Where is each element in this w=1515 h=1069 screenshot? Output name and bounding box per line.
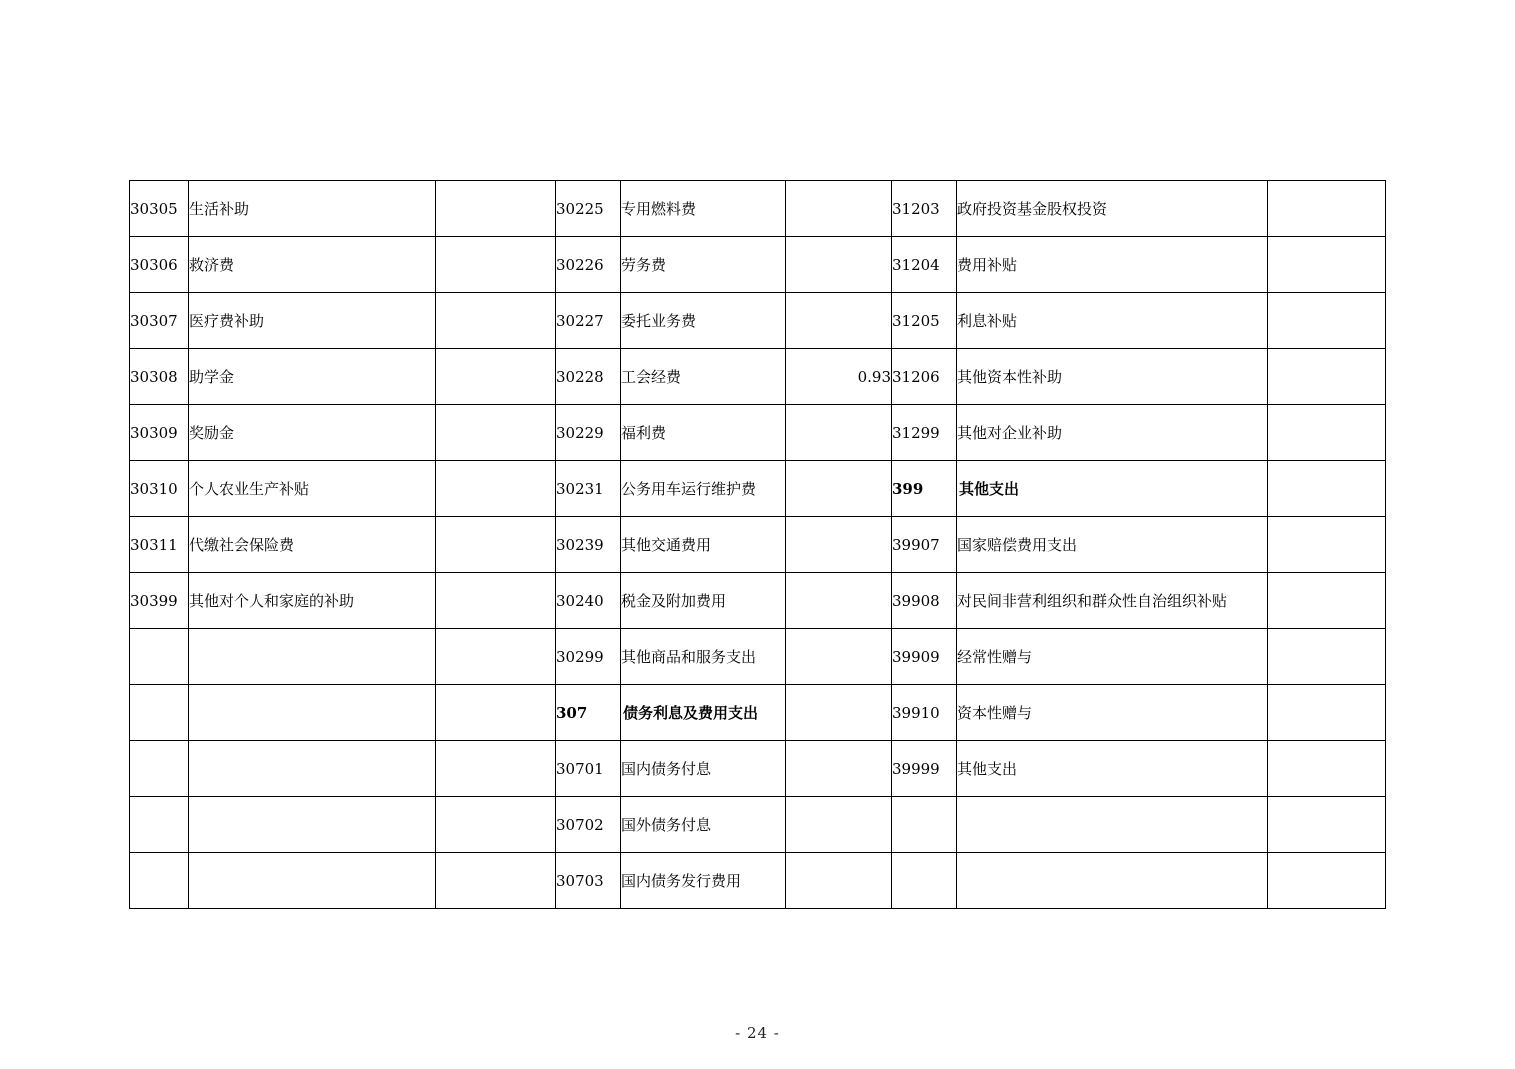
table-row xyxy=(130,629,1386,685)
item-code-cell: 30240 xyxy=(556,573,621,629)
item-name-cell: 劳务费 xyxy=(621,237,786,293)
item-name-cell: 对民间非营利组织和群众性自治组织补贴 xyxy=(957,573,1268,629)
item-code-cell: 30299 xyxy=(556,629,621,685)
table-row xyxy=(130,517,1386,573)
item-amount-cell xyxy=(436,293,556,349)
table-row xyxy=(130,685,1386,741)
item-amount-cell xyxy=(436,573,556,629)
item-code-cell xyxy=(130,685,189,741)
item-name-cell xyxy=(189,685,436,741)
item-name-cell: 工会经费 xyxy=(621,349,786,405)
item-code-cell xyxy=(892,853,957,909)
item-amount-cell xyxy=(436,461,556,517)
item-code-cell: 39909 xyxy=(892,629,957,685)
item-code-cell: 31206 xyxy=(892,349,957,405)
item-amount-cell xyxy=(1268,349,1386,405)
item-amount-cell xyxy=(1268,461,1386,517)
item-code-cell: 39908 xyxy=(892,573,957,629)
item-name-cell xyxy=(189,797,436,853)
item-amount-cell xyxy=(786,517,892,573)
item-amount-cell xyxy=(1268,181,1386,237)
item-name-cell xyxy=(957,853,1268,909)
item-name-cell xyxy=(189,853,436,909)
item-amount-cell xyxy=(436,237,556,293)
item-code-cell: 30309 xyxy=(130,405,189,461)
item-name-cell: 国家赔偿费用支出 xyxy=(957,517,1268,573)
item-name-cell: 其他交通费用 xyxy=(621,517,786,573)
table-row xyxy=(130,853,1386,909)
item-amount-cell xyxy=(1268,517,1386,573)
item-code-cell xyxy=(130,853,189,909)
item-amount-cell xyxy=(786,573,892,629)
item-name-cell: 公务用车运行维护费 xyxy=(621,461,786,517)
item-name-cell: 专用燃料费 xyxy=(621,181,786,237)
item-name-cell: 国外债务付息 xyxy=(621,797,786,853)
item-amount-cell xyxy=(436,629,556,685)
item-amount-cell xyxy=(1268,237,1386,293)
item-code-cell xyxy=(892,797,957,853)
table-row xyxy=(130,237,1386,293)
item-name-cell: 国内债务发行费用 xyxy=(621,853,786,909)
item-amount-cell xyxy=(436,349,556,405)
budget-classification-table xyxy=(129,180,1386,909)
item-amount-cell xyxy=(786,797,892,853)
item-code-cell: 30702 xyxy=(556,797,621,853)
item-code-cell: 30306 xyxy=(130,237,189,293)
item-code-cell: 30311 xyxy=(130,517,189,573)
item-name-cell: 代缴社会保险费 xyxy=(189,517,436,573)
item-name-cell xyxy=(957,797,1268,853)
item-amount-cell xyxy=(786,853,892,909)
item-code-cell: 39910 xyxy=(892,685,957,741)
item-code-cell: 30305 xyxy=(130,181,189,237)
item-amount-cell xyxy=(436,797,556,853)
item-amount-cell xyxy=(786,405,892,461)
item-code-cell: 31299 xyxy=(892,405,957,461)
item-amount-cell xyxy=(786,685,892,741)
item-code-cell: 31203 xyxy=(892,181,957,237)
item-name-cell xyxy=(189,741,436,797)
item-name-cell: 生活补助 xyxy=(189,181,436,237)
item-name-cell: 利息补贴 xyxy=(957,293,1268,349)
item-name-cell: 政府投资基金股权投资 xyxy=(957,181,1268,237)
item-code-cell: 30308 xyxy=(130,349,189,405)
item-name-cell: 资本性赠与 xyxy=(957,685,1268,741)
item-amount-cell xyxy=(1268,741,1386,797)
item-name-cell: 其他资本性补助 xyxy=(957,349,1268,405)
item-code-cell: 30307 xyxy=(130,293,189,349)
item-code-cell: 30701 xyxy=(556,741,621,797)
item-name-cell: 其他支出 xyxy=(957,741,1268,797)
item-code-cell: 30227 xyxy=(556,293,621,349)
table-row xyxy=(130,181,1386,237)
item-amount-cell xyxy=(1268,685,1386,741)
item-amount-cell xyxy=(786,237,892,293)
item-amount-cell xyxy=(1268,629,1386,685)
item-name-cell: 救济费 xyxy=(189,237,436,293)
item-code-cell xyxy=(130,629,189,685)
item-code-cell: 30310 xyxy=(130,461,189,517)
table-body xyxy=(130,181,1386,909)
item-name-cell: 奖励金 xyxy=(189,405,436,461)
item-amount-cell: 0.93 xyxy=(786,349,892,405)
item-name-cell: 费用补贴 xyxy=(957,237,1268,293)
table-row xyxy=(130,405,1386,461)
item-amount-cell xyxy=(1268,853,1386,909)
item-code-cell: 30225 xyxy=(556,181,621,237)
item-amount-cell xyxy=(786,461,892,517)
item-amount-cell xyxy=(1268,293,1386,349)
item-code-cell: 39907 xyxy=(892,517,957,573)
item-name-cell xyxy=(189,629,436,685)
item-name-cell: 医疗费补助 xyxy=(189,293,436,349)
item-amount-cell xyxy=(1268,797,1386,853)
item-code-cell: 30399 xyxy=(130,573,189,629)
table-row xyxy=(130,349,1386,405)
item-amount-cell xyxy=(786,181,892,237)
item-code-cell xyxy=(130,741,189,797)
item-amount-cell xyxy=(436,405,556,461)
item-name-cell: 其他商品和服务支出 xyxy=(621,629,786,685)
item-code-cell: 31204 xyxy=(892,237,957,293)
item-amount-cell xyxy=(786,293,892,349)
item-amount-cell xyxy=(436,181,556,237)
item-code-cell: 30229 xyxy=(556,405,621,461)
item-name-cell: 债务利息及费用支出 xyxy=(621,685,786,741)
table-row xyxy=(130,293,1386,349)
item-amount-cell xyxy=(1268,405,1386,461)
table-row xyxy=(130,797,1386,853)
item-amount-cell xyxy=(786,629,892,685)
item-name-cell: 委托业务费 xyxy=(621,293,786,349)
item-name-cell: 经常性赠与 xyxy=(957,629,1268,685)
page-number: - 24 - xyxy=(735,1024,780,1042)
item-name-cell: 国内债务付息 xyxy=(621,741,786,797)
item-name-cell: 其他对个人和家庭的补助 xyxy=(189,573,436,629)
item-amount-cell xyxy=(786,741,892,797)
item-amount-cell xyxy=(436,517,556,573)
item-code-cell: 399 xyxy=(892,461,957,517)
item-amount-cell xyxy=(436,741,556,797)
item-amount-cell xyxy=(436,853,556,909)
item-code-cell xyxy=(130,797,189,853)
item-name-cell: 助学金 xyxy=(189,349,436,405)
item-name-cell: 税金及附加费用 xyxy=(621,573,786,629)
item-code-cell: 307 xyxy=(556,685,621,741)
table-row xyxy=(130,573,1386,629)
item-code-cell: 30239 xyxy=(556,517,621,573)
item-code-cell: 30228 xyxy=(556,349,621,405)
item-code-cell: 30231 xyxy=(556,461,621,517)
item-amount-cell xyxy=(436,685,556,741)
item-name-cell: 其他对企业补助 xyxy=(957,405,1268,461)
item-amount-cell xyxy=(1268,573,1386,629)
item-code-cell: 30226 xyxy=(556,237,621,293)
table-row xyxy=(130,461,1386,517)
item-code-cell: 31205 xyxy=(892,293,957,349)
item-name-cell: 个人农业生产补贴 xyxy=(189,461,436,517)
item-name-cell: 其他支出 xyxy=(957,461,1268,517)
item-name-cell: 福利费 xyxy=(621,405,786,461)
table-row xyxy=(130,741,1386,797)
item-code-cell: 39999 xyxy=(892,741,957,797)
item-code-cell: 30703 xyxy=(556,853,621,909)
